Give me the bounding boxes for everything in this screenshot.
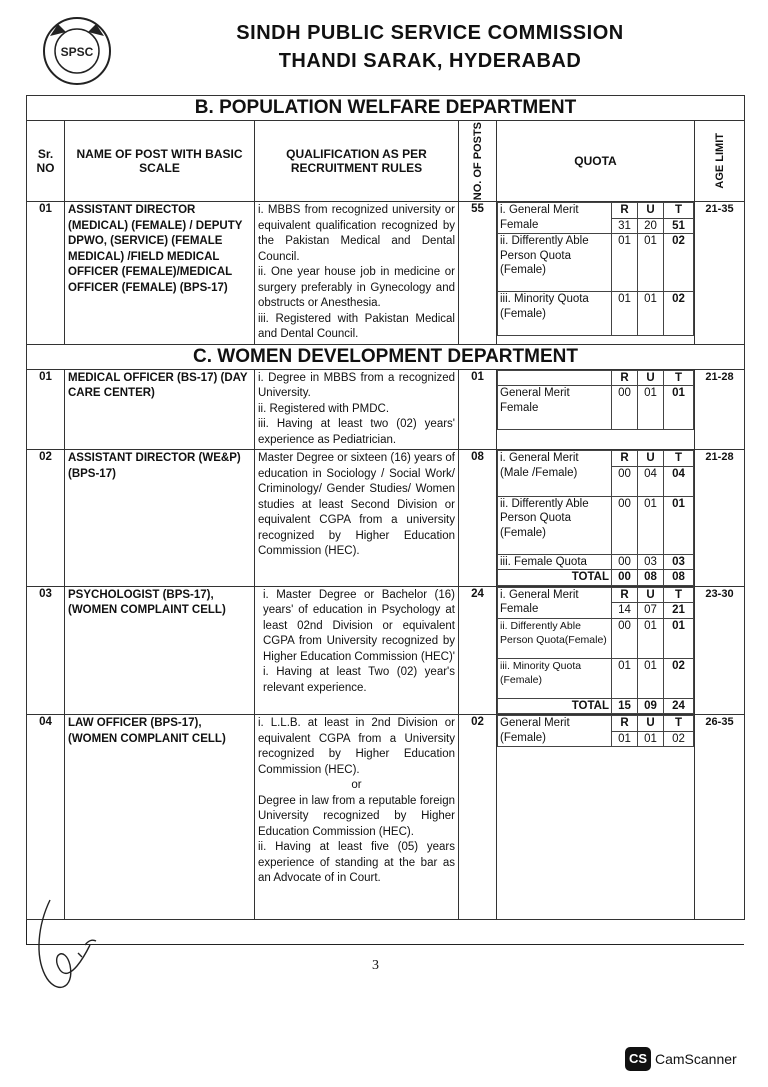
- quota-t: 01: [664, 386, 694, 430]
- quota-t: 51: [664, 218, 694, 234]
- quota-label: iii. Minority Quota (Female): [498, 658, 612, 698]
- qualification-item: i. Degree in MBBS from a recognized University.: [258, 371, 455, 400]
- qualification-item: iii. Having at least two (02) years' experience as Pediatrician.: [258, 418, 455, 446]
- col-name-header: NAME OF POST WITH BASIC SCALE: [65, 121, 255, 202]
- camscanner-text: CamScanner: [655, 1051, 737, 1067]
- quota-r-header: R: [612, 451, 638, 467]
- quota-t: 01: [664, 618, 694, 658]
- quota-t-header: T: [664, 203, 694, 219]
- qualification-item: i. L.L.B. at least in 2nd Division or equivalent CGPA from a University recognized by Higher Education Commission (HEC).: [258, 717, 455, 776]
- document-header: [0, 0, 768, 92]
- qualification-item: ii. Registered with PMDC.: [258, 402, 390, 415]
- camscanner-logo-icon: CS: [625, 1047, 651, 1071]
- quota-r: 00: [612, 618, 638, 658]
- quota-label: i. General Merit Female: [498, 587, 612, 618]
- qualification-item: iii. Registered with Pakistan Medical and Dental Council.: [258, 312, 455, 341]
- spsc-logo-icon: [40, 14, 114, 88]
- quota-table: [497, 450, 694, 586]
- quota-label: i. General Merit Female: [498, 203, 612, 234]
- quota-total-r: 15: [612, 698, 638, 714]
- quota-table: [497, 370, 694, 431]
- number-of-posts: 08: [459, 450, 497, 587]
- table-row: [27, 202, 745, 345]
- quota-r: 14: [612, 603, 638, 619]
- quota-u-header: U: [638, 716, 664, 732]
- age-limit: 21-28: [695, 369, 745, 450]
- section-c-title: C. WOMEN DEVELOPMENT DEPARTMENT: [27, 344, 745, 369]
- commission-name: SINDH PUBLIC SERVICE COMMISSION: [236, 22, 624, 44]
- serial-number: 03: [27, 586, 65, 715]
- number-of-posts: 01: [459, 369, 497, 450]
- quota-r: 00: [612, 554, 638, 570]
- quota-t: 04: [664, 466, 694, 496]
- quota-t: 02: [664, 292, 694, 336]
- quota-u: 01: [638, 658, 664, 698]
- quota-t-header: T: [664, 716, 694, 732]
- quota-total-u: 08: [638, 570, 664, 586]
- quota-u: 07: [638, 603, 664, 619]
- quota-u-header: U: [638, 587, 664, 603]
- quota-t-header: T: [664, 451, 694, 467]
- quota-r: 01: [612, 234, 638, 292]
- age-limit: 23-30: [695, 586, 745, 715]
- quota-r-header: R: [612, 587, 638, 603]
- serial-number: 01: [27, 202, 65, 345]
- quota-t: 01: [664, 496, 694, 554]
- quota-t-header: T: [664, 370, 694, 386]
- serial-number: 02: [27, 450, 65, 587]
- quota-r-header: R: [612, 203, 638, 219]
- qualification-item: i. Master Degree or Bachelor (16) years' of education in Psychology at least 02nd Division or equivalent CGPA from University recognized by Higher Education Commission (HEC)': [263, 588, 456, 663]
- quota-u: 01: [638, 234, 664, 292]
- quota-t: 03: [664, 554, 694, 570]
- post-name: ASSISTANT DIRECTOR (WE&P) (BPS-17): [65, 450, 255, 587]
- quota-r: 00: [612, 386, 638, 430]
- quota-t: 02: [664, 731, 694, 747]
- quota-r: 01: [612, 292, 638, 336]
- serial-number: 01: [27, 369, 65, 450]
- col-posts-header: NO. OF POSTS: [471, 122, 484, 201]
- col-quota-header: QUOTA: [497, 121, 695, 202]
- table-row: [27, 715, 745, 920]
- quota-t: 21: [664, 603, 694, 619]
- serial-number: 04: [27, 715, 65, 920]
- signature-icon: [30, 895, 120, 1005]
- number-of-posts: 02: [459, 715, 497, 920]
- quota-label: ii. Differently Able Person Quota(Female): [498, 618, 612, 658]
- quota-label: ii. Differently Able Person Quota (Female): [498, 496, 612, 554]
- quota-u: 03: [638, 554, 664, 570]
- quota-u: 01: [638, 496, 664, 554]
- number-of-posts: 55: [459, 202, 497, 345]
- quota-r: 01: [612, 731, 638, 747]
- quota-r: 00: [612, 466, 638, 496]
- qualification-or: or: [351, 779, 362, 792]
- qualification-item: Degree in law from a reputable foreign University recognized by Higher Education Commission (HEC).: [258, 794, 455, 838]
- post-name: ASSISTANT DIRECTOR (MEDICAL) (FEMALE) / DEPUTY DPWO, (SERVICE) (FEMALE MEDICAL) /FIELD MEDICAL OFFICER (FEMALE)/MEDICAL OFFICER (FEMALE) (BPS-17): [65, 202, 255, 345]
- quota-t: 02: [664, 234, 694, 292]
- quota-label: General Merit Female: [498, 386, 612, 430]
- qualification-item: i. Having at least Two (02) year's relevant experience.: [263, 666, 455, 694]
- post-name: LAW OFFICER (BPS-17), (WOMEN COMPLANIT CELL): [65, 715, 255, 920]
- quota-total-label: TOTAL: [498, 698, 612, 714]
- qualification-item: ii. Having at least five (05) years experience of standing at the bar as an Advocate of in Court.: [258, 841, 455, 885]
- commission-address: THANDI SARAK, HYDERABAD: [278, 50, 582, 72]
- page-number: 3: [372, 958, 379, 973]
- quota-r-header: R: [612, 370, 638, 386]
- section-b-title: B. POPULATION WELFARE DEPARTMENT: [27, 96, 745, 121]
- age-limit: 21-35: [695, 202, 745, 345]
- quota-total-t: 08: [664, 570, 694, 586]
- quota-label: iii. Minority Quota (Female): [498, 292, 612, 336]
- quota-table: [497, 202, 694, 336]
- quota-u: 20: [638, 218, 664, 234]
- quota-u-header: U: [638, 203, 664, 219]
- quota-u-header: U: [638, 370, 664, 386]
- table-row: [27, 450, 745, 587]
- table-row: [27, 369, 745, 450]
- col-qualification-header: QUALIFICATION AS PER RECRUITMENT RULES: [255, 121, 459, 202]
- quota-total-t: 24: [664, 698, 694, 714]
- quota-u: 04: [638, 466, 664, 496]
- post-name: PSYCHOLOGIST (BPS-17), (WOMEN COMPLAINT CELL): [65, 586, 255, 715]
- table-row: [27, 586, 745, 715]
- quota-u: 01: [638, 292, 664, 336]
- quota-t: 02: [664, 658, 694, 698]
- col-sr-header: Sr. NO: [27, 121, 65, 202]
- quota-total-label: TOTAL: [498, 570, 612, 586]
- number-of-posts: 24: [459, 586, 497, 715]
- quota-total-r: 00: [612, 570, 638, 586]
- quota-label: ii. Differently Able Person Quota (Female): [498, 234, 612, 292]
- quota-label: i. General Merit (Male /Female): [498, 451, 612, 497]
- quota-t-header: T: [664, 587, 694, 603]
- col-age-header: AGE LIMIT: [713, 133, 726, 189]
- age-limit: 26-35: [695, 715, 745, 920]
- age-limit: 21-28: [695, 450, 745, 587]
- qualification-item: ii. One year house job in medicine or surgery preferably in Gynecology and obstructs or Anesthesia.: [258, 266, 455, 310]
- quota-label: iii. Female Quota: [498, 554, 612, 570]
- quota-table: [497, 715, 694, 747]
- qualification-item: Master Degree or sixteen (16) years of education in Sociology / Social Work/ Criminology/ Gender Studies/ Women studies at least Second Division or equivalent CGPA from a university recognized by Higher Education Commission (HEC).: [255, 450, 459, 587]
- quota-u-header: U: [638, 451, 664, 467]
- quota-label: General Merit (Female): [498, 716, 612, 747]
- quota-table: [497, 587, 694, 715]
- logo-text: SPSC: [60, 45, 94, 59]
- quota-total-u: 09: [638, 698, 664, 714]
- quota-r-header: R: [612, 716, 638, 732]
- post-name: MEDICAL OFFICER (BS-17) (DAY CARE CENTER): [65, 369, 255, 450]
- camscanner-watermark: [625, 1046, 737, 1072]
- qualification-item: i. MBBS from recognized university or equivalent qualification recognized by the Pakistan Medical and Dental Council.: [258, 204, 455, 263]
- quota-r: 01: [612, 658, 638, 698]
- quota-u: 01: [638, 731, 664, 747]
- quota-r: 00: [612, 496, 638, 554]
- quota-u: 01: [638, 618, 664, 658]
- quota-r: 31: [612, 218, 638, 234]
- quota-u: 01: [638, 386, 664, 430]
- posts-table: [26, 95, 745, 920]
